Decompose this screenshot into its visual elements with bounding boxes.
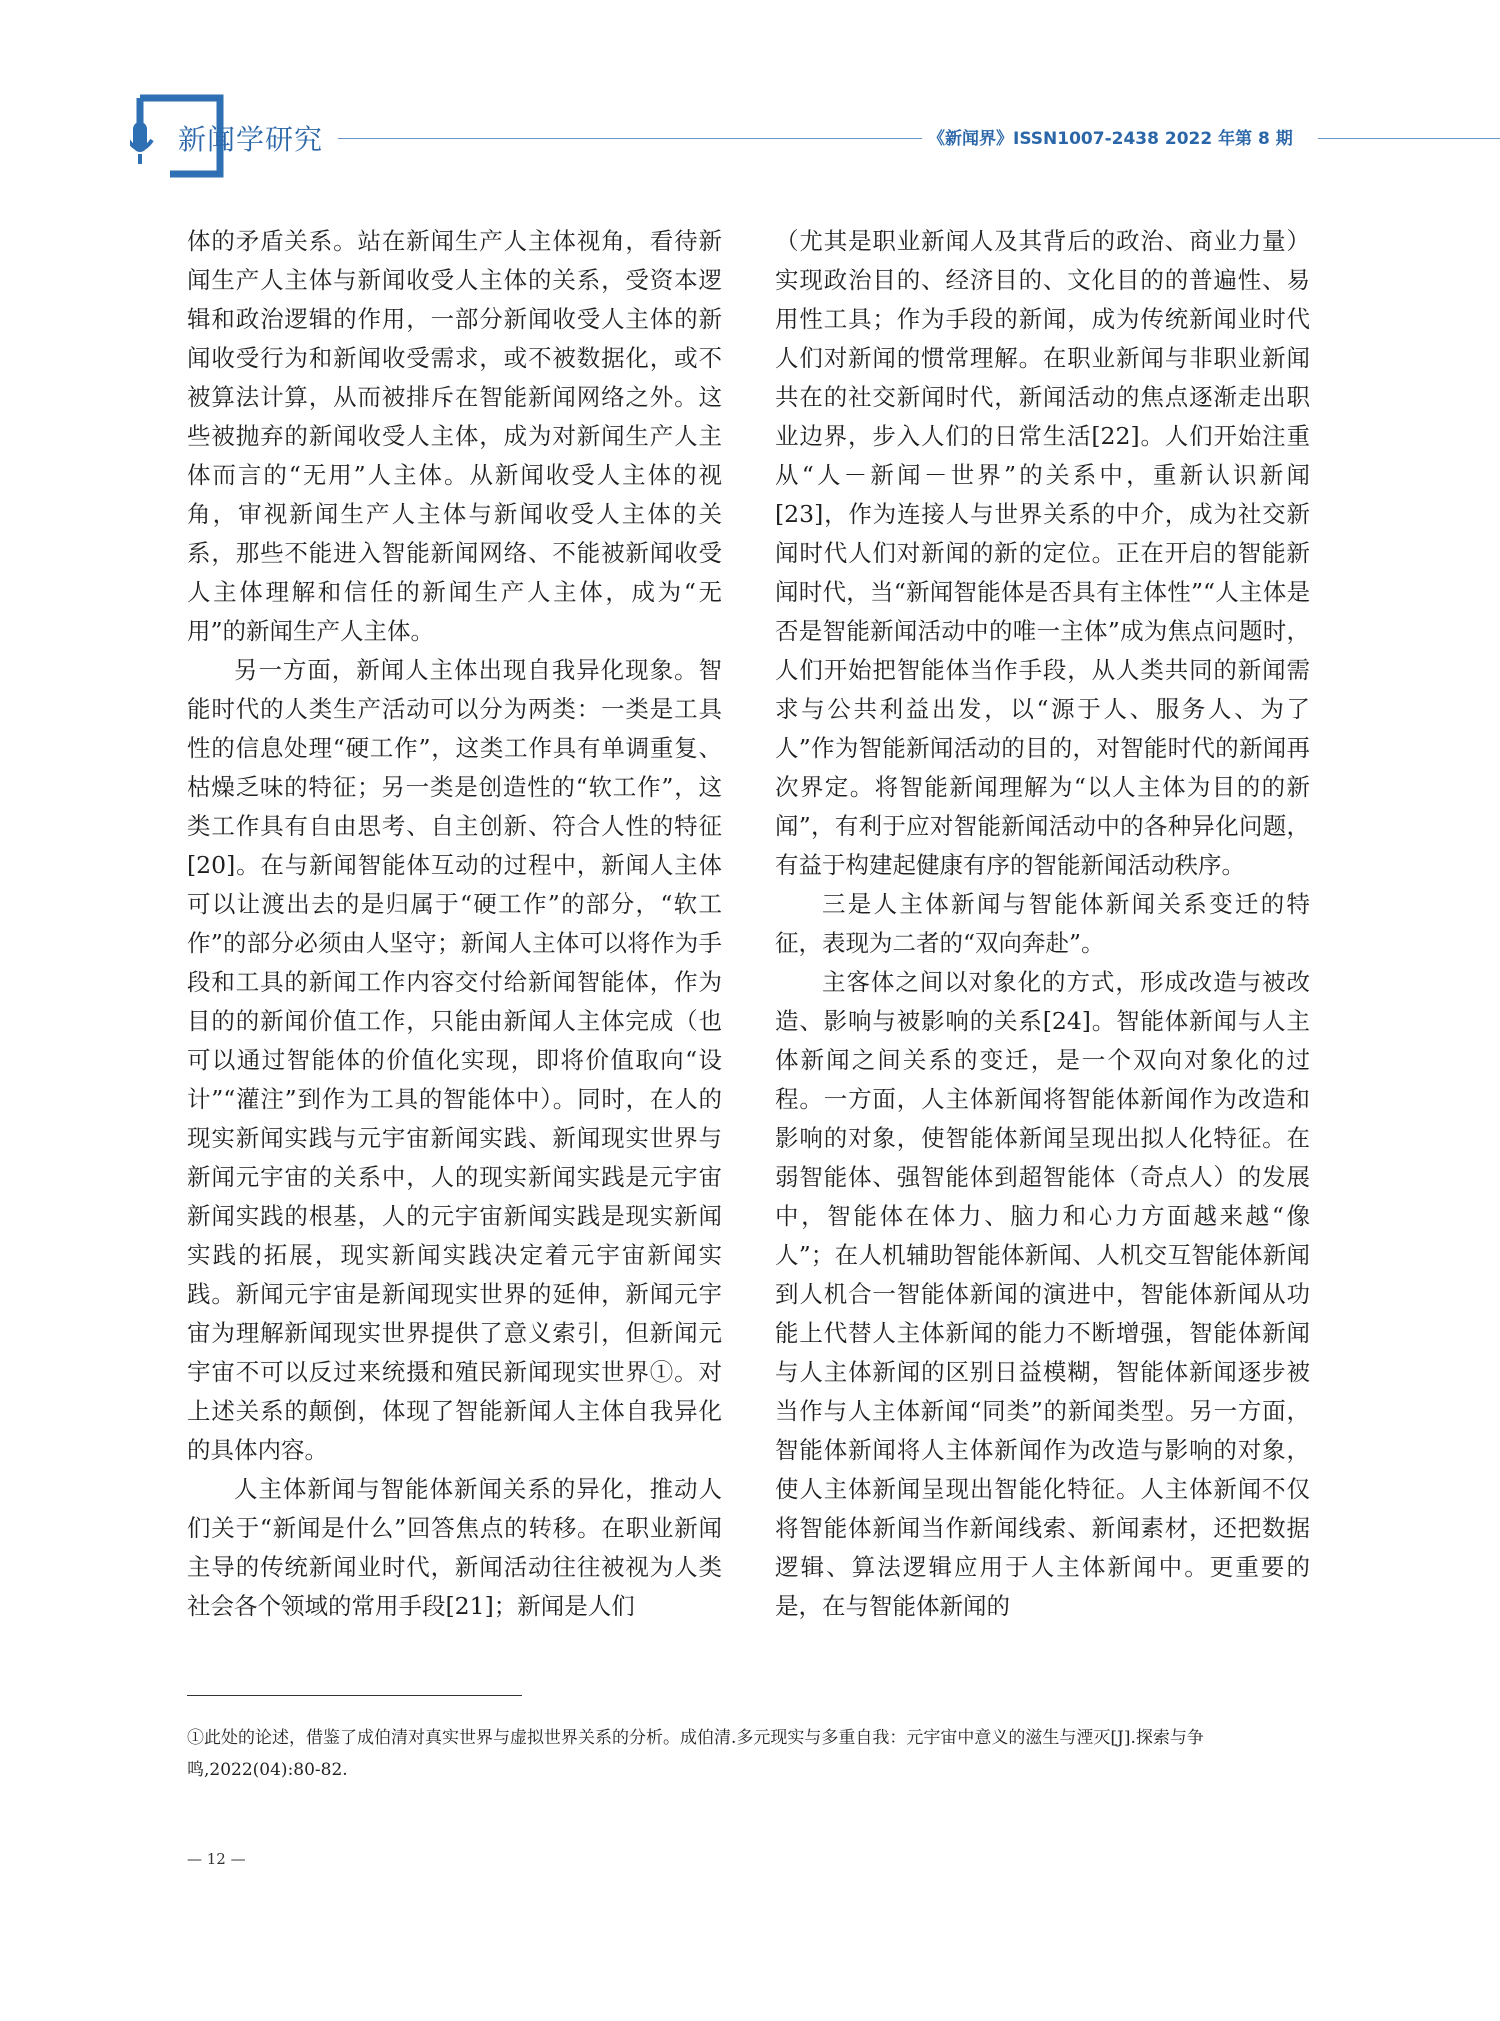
page-header bbox=[0, 0, 1500, 200]
page-number: — 12 — bbox=[187, 1850, 246, 1868]
right-column bbox=[775, 222, 1310, 1626]
footnote-divider bbox=[187, 1695, 522, 1696]
left-column bbox=[187, 222, 722, 1626]
section-title: 新闻学研究 bbox=[178, 123, 324, 156]
footnote: ①此处的论述，借鉴了成伯清对真实世界与虚拟世界关系的分析。成伯清.多元现实与多重自我：元宇宙中意义的滋生与湮灭[J].探索与争鸣,2022(04):80-82. bbox=[187, 1728, 1204, 1780]
paragraph: 人主体新闻与智能体新闻关系的异化，推动人们关于“新闻是什么”回答焦点的转移。在职业新闻主导的传统新闻业时代，新闻活动往往被视为人类社会各个领域的常用手段[21]；新闻是人们 bbox=[187, 1475, 722, 1620]
paragraph: 体的矛盾关系。站在新闻生产人主体视角，看待新闻生产人主体与新闻收受人主体的关系，受资本逻辑和政治逻辑的作用，一部分新闻收受人主体的新闻收受行为和新闻收受需求，或不被数据化，或不被算法计算，从而被排斥在智能新闻网络之外。这些被抛弃的新闻收受人主体，成为对新闻生产人主体而言的“无用”人主体。从新闻收受人主体的视角，审视新闻生产人主体与新闻收受人主体的关系，那些不能进入智能新闻网络、不能被新闻收受人主体理解和信任的新闻生产人主体，成为“无用”的新闻生产人主体。 bbox=[187, 227, 722, 645]
paragraph: （尤其是职业新闻人及其背后的政治、商业力量）实现政治目的、经济目的、文化目的的普遍性、易用性工具；作为手段的新闻，成为传统新闻业时代人们对新闻的惯常理解。在职业新闻与非职业新闻共在的社交新闻时代，新闻活动的焦点逐渐走出职业边界，步入人们的日常生活[22]。人们开始注重从“人－新闻－世界”的关系中，重新认识新闻[23]，作为连接人与世界关系的中介，成为社交新闻时代人们对新闻的新的定位。正在开启的智能新闻时代，当“新闻智能体是否具有主体性”“人主体是否是智能新闻活动中的唯一主体”成为焦点问题时，人们开始把智能体当作手段，从人类共同的新闻需求与公共利益出发，以“源于人、服务人、为了人”作为智能新闻活动的目的，对智能时代的新闻再次界定。将智能新闻理解为“以人主体为目的的新闻”，有利于应对智能新闻活动中的各种异化问题，有益于构建起健康有序的智能新闻活动秩序。 bbox=[775, 227, 1310, 879]
paragraph: 主客体之间以对象化的方式，形成改造与被改造、影响与被影响的关系[24]。智能体新闻与人主体新闻之间关系的变迁，是一个双向对象化的过程。一方面，人主体新闻将智能体新闻作为改造和影响的对象，使智能体新闻呈现出拟人化特征。在弱智能体、强智能体到超智能体（奇点人）的发展中，智能体在体力、脑力和心力方面越来越“像人”；在人机辅助智能体新闻、人机交互智能体新闻到人机合一智能体新闻的演进中，智能体新闻从功能上代替人主体新闻的能力不断增强，智能体新闻与人主体新闻的区别日益模糊，智能体新闻逐步被当作与人主体新闻“同类”的新闻类型。另一方面，智能体新闻将人主体新闻作为改造与影响的对象，使人主体新闻呈现出智能化特征。人主体新闻不仅将智能体新闻当作新闻线索、新闻素材，还把数据逻辑、算法逻辑应用于人主体新闻中。更重要的是，在与智能体新闻的 bbox=[775, 968, 1310, 1620]
journal-info: 《新闻界》ISSN1007-2438 2022 年第 8 期 bbox=[928, 129, 1293, 149]
paragraph: 另一方面，新闻人主体出现自我异化现象。智能时代的人类生产活动可以分为两类：一类是工具性的信息处理“硬工作”，这类工作具有单调重复、枯燥乏味的特征；另一类是创造性的“软工作”，这类工作具有自由思考、自主创新、符合人性的特征[20]。在与新闻智能体互动的过程中，新闻人主体可以让渡出去的是归属于“硬工作”的部分，“软工作”的部分必须由人坚守；新闻人主体可以将作为手段和工具的新闻工作内容交付给新闻智能体，作为目的的新闻价值工作，只能由新闻人主体完成（也可以通过智能体的价值化实现，即将价值取向“设计”“灌注”到作为工具的智能体中）。同时，在人的现实新闻实践与元宇宙新闻实践、新闻现实世界与新闻元宇宙的关系中，人的现实新闻实践是元宇宙新闻实践的根基，人的元宇宙新闻实践是现实新闻实践的拓展，现实新闻实践决定着元宇宙新闻实践。新闻元宇宙是新闻现实世界的延伸，新闻元宇宙为理解新闻现实世界提供了意义索引，但新闻元宇宙不可以反过来统摄和殖民新闻现实世界①。对上述关系的颠倒，体现了智能新闻人主体自我异化的具体内容。 bbox=[187, 656, 722, 1464]
header-rule-left bbox=[338, 138, 922, 139]
paragraph: 三是人主体新闻与智能体新闻关系变迁的特征，表现为二者的“双向奔赴”。 bbox=[775, 890, 1310, 957]
header-rule-right bbox=[1318, 138, 1500, 139]
